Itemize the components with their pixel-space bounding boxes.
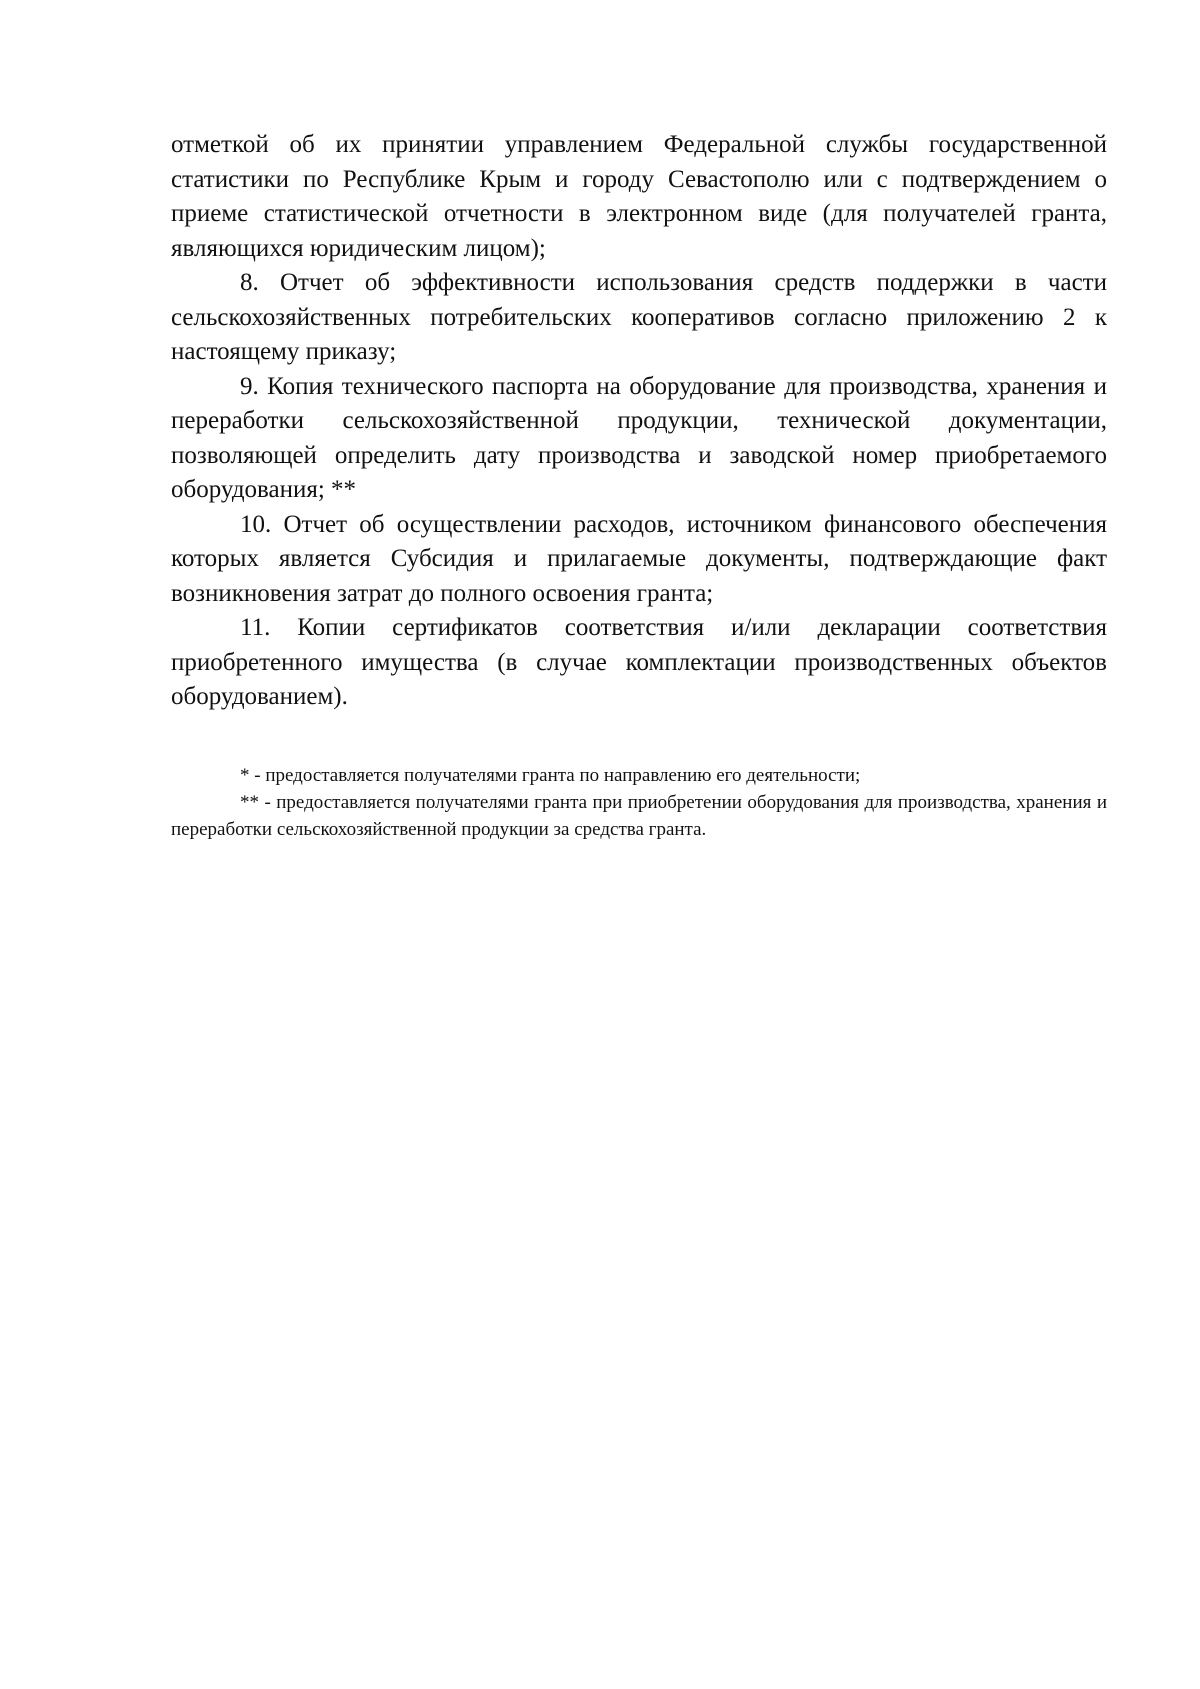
document-body (171, 128, 1107, 715)
paragraph-continuation: отметкой об их принятии управлением Федеральной службы государственной статистики по Республике Крым и городу Севастополю или с подтверждением о приеме статистической отчетности в электронном виде (для получателей гранта, являющихся юридическим лицом); (171, 131, 1107, 262)
list-item-11: 11. Копии сертификатов соответствия и/или декларации соответствия приобретенного имущества (в случае комплектации производственных объектов оборудованием). (171, 614, 1107, 710)
list-item-8: 8. Отчет об эффективности использования средств поддержки в части сельскохозяйственных потребительских кооперативов согласно приложению 2 к настоящему приказу; (171, 269, 1107, 365)
list-item-9: 9. Копия технического паспорта на оборудование для производства, хранения и переработки сельскохозяйственной продукции, технической документации, позволяющей определить дату производства и заводской номер приобретаемого оборудования; ** (171, 372, 1107, 503)
footnotes (171, 762, 1107, 843)
footnote-single-asterisk: * - предоставляется получателями гранта по направлению его деятельности; (240, 765, 861, 786)
list-item-10: 10. Отчет об осуществлении расходов, источником финансового обеспечения которых является Субсидия и прилагаемые документы, подтверждающие факт возникновения затрат до полного освоения гранта; (171, 510, 1107, 607)
footnote-double-asterisk: ** - предоставляется получателями гранта при приобретении оборудования для производства, хранения и переработки сельскохозяйственной продукции за средства гранта. (171, 792, 1107, 840)
